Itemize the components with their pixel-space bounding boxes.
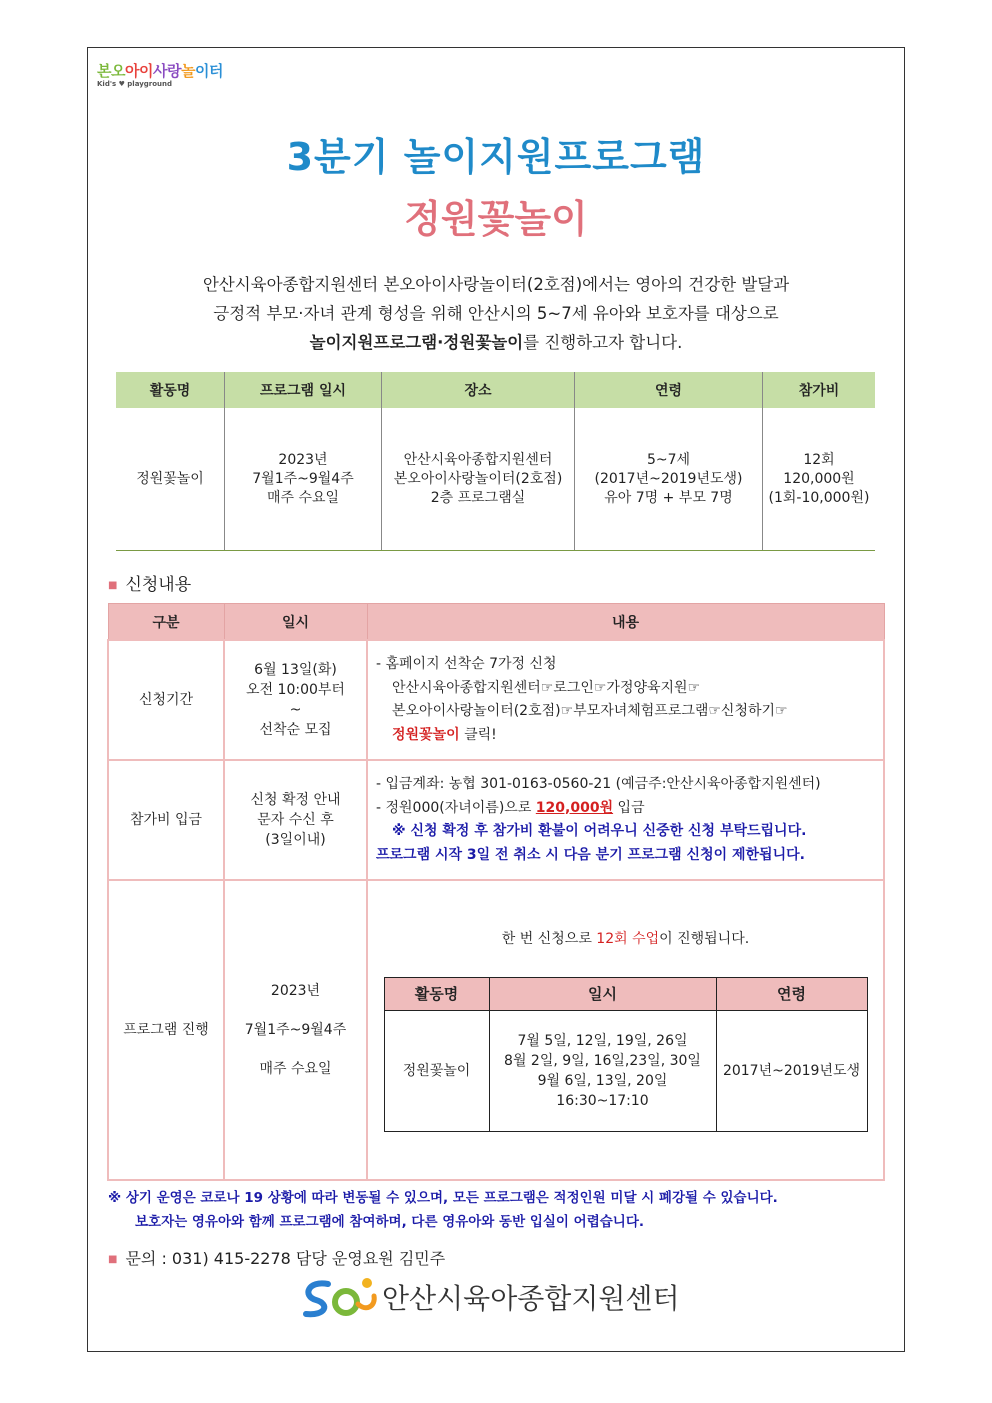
square-bullet-icon: ■	[108, 579, 118, 591]
program-table-header: 활동명 프로그램 일시 장소 연령 참가비	[116, 372, 875, 408]
program-date: 2023년 7월1주~9월4주 매주 수요일	[225, 408, 382, 551]
center-logo	[300, 1274, 700, 1320]
apply-progress-when: 2023년 7월1주~9월4주 매주 수요일	[224, 880, 367, 1180]
playground-logo: 본오아이사랑놀이터	[97, 62, 223, 80]
schedule-dates: 7월 5일, 12일, 19일, 26일 8월 2일, 9일, 16일,23일, 30일 9월 6일, 13일, 20일 16:30~17:10	[489, 1010, 716, 1131]
apply-payment-content: - 입금계좌: 농협 301-0163-0560-21 (예금주:안산시육아종합지원센터) - 정원000(자녀이름)으로 120,000원 입금 ※ 신청 확정 후 참가비 환불이 어려우니 신중한 신청 부탁드립니다. 프로그램 시작 3일 전 취소 시 다음 분기 프로그램 신청이 제한됩니다.	[367, 760, 884, 880]
apply-section-heading: ■ 신청내용	[108, 575, 192, 595]
apply-table-header: 구분 일시 내용	[108, 604, 884, 641]
apply-period-row	[108, 640, 884, 760]
apply-table	[107, 603, 885, 1181]
center-logo-text: 안산시육아종합지원센터	[382, 1282, 680, 1315]
program-place: 안산시육아종합지원센터 본오아이사랑놀이터(2호점) 2층 프로그램실	[382, 408, 575, 551]
apply-period-when: 6월 13일(화) 오전 10:00부터 ~ 선착순 모집	[224, 640, 367, 760]
apply-progress-label: 프로그램 진행	[108, 880, 224, 1180]
page-title: 3분기 놀이지원프로그램	[286, 135, 706, 179]
program-table	[116, 372, 875, 551]
apply-progress-row	[108, 880, 884, 1180]
intro-text: 안산시육아종합지원센터 본오아이사랑놀이터(2호점)에서는 영아의 건강한 발달과 긍정적 부모·자녀 관계 형성을 위해 안산시의 5~7세 유아와 보호자를 대상으로 놀이지원프로그램·정원꽃놀이를 진행하고자 합니다.	[202, 275, 790, 352]
program-fee: 12회 120,000원 (1회-10,000원)	[763, 408, 876, 551]
square-bullet-icon: ■	[108, 1254, 118, 1265]
page-subtitle: 정원꽃놀이	[404, 197, 588, 241]
program-age: 5~7세 (2017년~2019년도생) 유아 7명 + 부모 7명	[575, 408, 763, 551]
apply-progress-content: 한 번 신청으로 12회 수업이 진행됩니다. 활동명 일시 연령 정원꽃놀이 7월 5일, 12일, 19일, 26일 8월 2일, 9일, 16일,23일, 30일 9월 6일, 13일, 20일 16:30~17:10 2017년~2019년도생	[367, 880, 884, 1180]
apply-payment-label: 참가비 입금	[108, 760, 224, 880]
apply-payment-row	[108, 760, 884, 880]
schedule-table-header: 활동명 일시 연령	[384, 977, 867, 1010]
playground-logo-sub: Kid's ♥ playground	[97, 80, 173, 88]
notice-text: ※ 상기 운영은 코로나 19 상황에 따라 변동될 수 있으며, 모든 프로그램은 적정인원 미달 시 폐강될 수 있습니다. 보호자는 영유아와 함께 프로그램에 참여하며, 다른 영유아와 동반 입실이 어렵습니다.	[108, 1190, 778, 1230]
contact-info: ■ 문의 : 031) 415-2278 담당 운영요원 김민주	[108, 1249, 446, 1268]
center-logo-icon	[300, 1274, 380, 1320]
apply-period-label: 신청기간	[108, 640, 224, 760]
apply-payment-when: 신청 확정 안내 문자 수신 후 (3일이내)	[224, 760, 367, 880]
program-table-row	[116, 408, 875, 551]
program-name: 정원꽃놀이	[116, 408, 225, 551]
apply-period-content: - 홈페이지 선착순 7가정 신청 안산시육아종합지원센터☞로그인☞가정양육지원☞ 본오아이사랑놀이터(2호점)☞부모자녀체험프로그램☞신청하기☞ 정원꽃놀이 클릭!	[367, 640, 884, 760]
schedule-table-row: 정원꽃놀이 7월 5일, 12일, 19일, 26일 8월 2일, 9일, 16일,23일, 30일 9월 6일, 13일, 20일 16:30~17:10 2017년~2019년도생	[384, 1010, 867, 1131]
schedule-table	[384, 977, 868, 1132]
